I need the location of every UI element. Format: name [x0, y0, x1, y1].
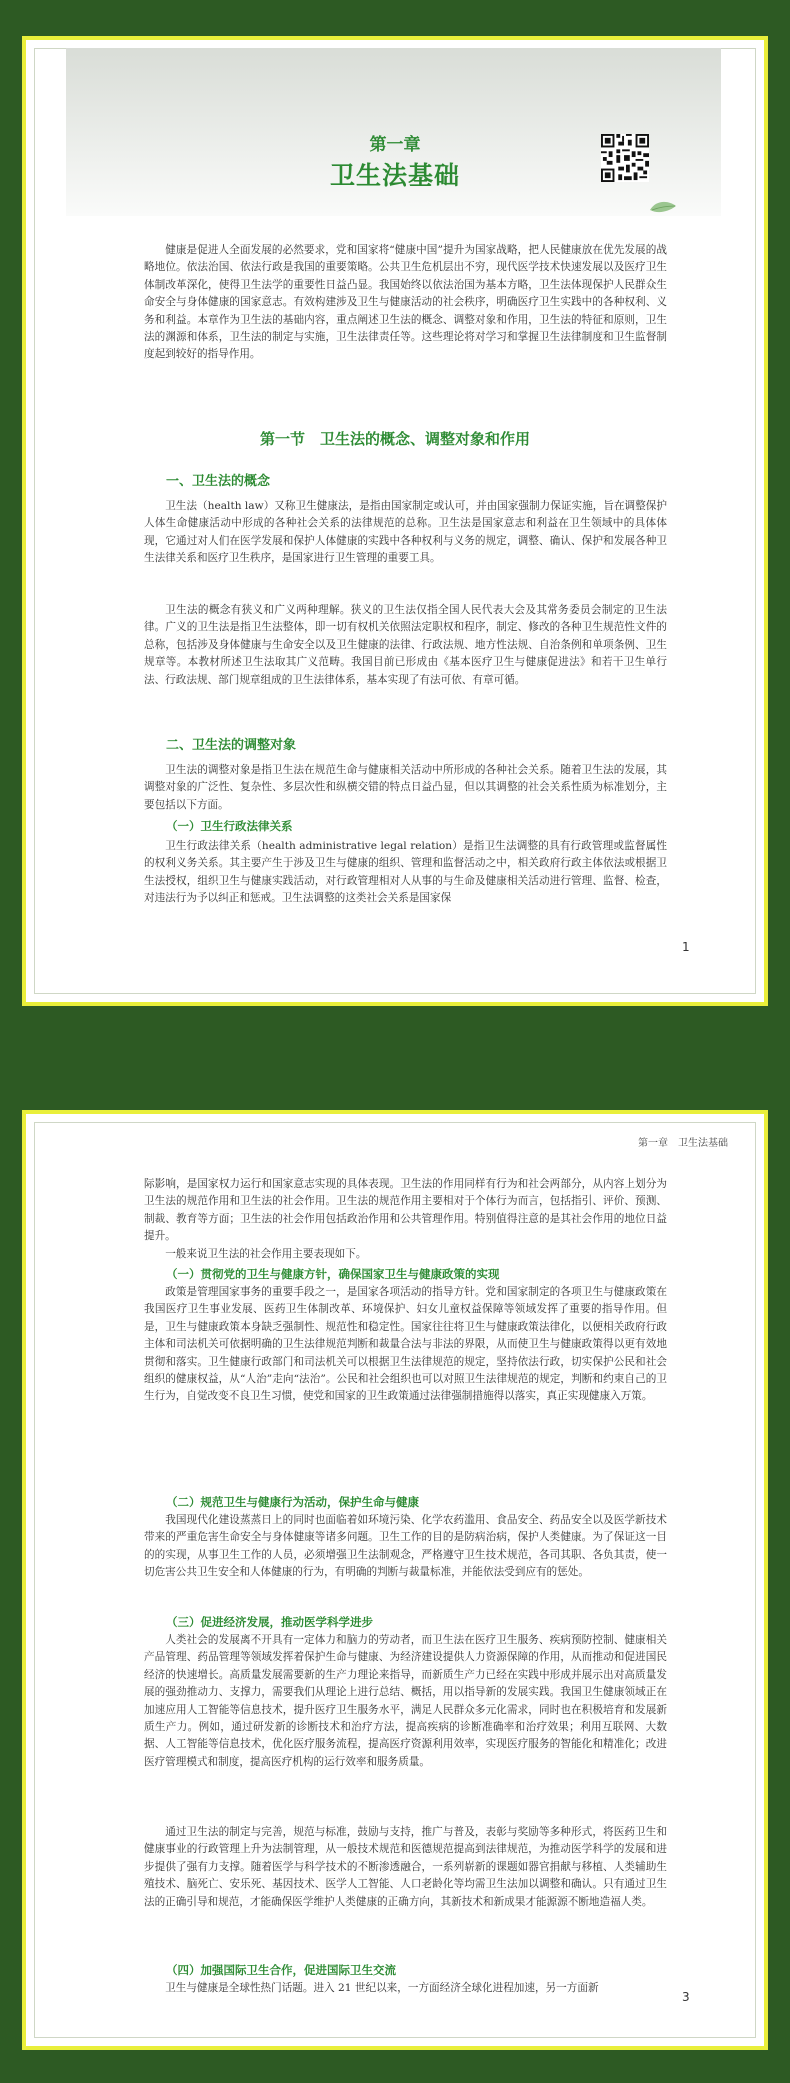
heading-concept: 一、卫生法的概念 [166, 474, 271, 489]
page-3 [22, 1110, 768, 2050]
paragraph-international: 卫生与健康是全球性热门话题。进入 21 世纪以来，一方面经济全球化进程加速，另一方面新 [165, 1982, 599, 1994]
heading-international: （四）加强国际卫生合作，促进国际卫生交流 [166, 1963, 396, 1977]
section-title: 第一节 卫生法的概念、调整对象和作用 [259, 430, 530, 448]
chapter-title: 卫生法基础 [329, 161, 460, 190]
heading-behavior: （二）规范卫生与健康行为活动，保护生命与健康 [166, 1495, 419, 1509]
paragraph-continued: 际影响，是国家权力运行和国家意志实现的具体表现。卫生法的作用同样有行为和社会两部分，从内容上划分为卫生法的规范作用和卫生法的社会作用。卫生法的规范作用主要相对于个体行为而言，包括指引、评价、预测、制裁、教育等方面；卫生法的社会作用包括政治作用和公共管理作用。特别值得注意的是其社会作用的地位日益提升。 [144, 1178, 667, 1243]
heading-adjust-object: 二、卫生法的调整对象 [166, 738, 297, 753]
paragraph-admin-relation: 卫生行政法律关系（health administrative legal relation）是指卫生法调整的具有行政管理或监督属性的权利义务关系。其主要产生于涉及卫生与健康的组织、管理和监督活动之中，相关政府行政主体依法或根据卫生法授权，组织卫生与健康实践活动，对行政管理相对人从事的与生命及健康相关活动进行管理、监督、检查，对违法行为予以纠正和惩戒。卫生法调整的这类社会关系是国家保 [144, 840, 667, 905]
paragraph-economy-1: 人类社会的发展离不开具有一定体力和脑力的劳动者，而卫生法在医疗卫生服务、疾病预防控制、健康相关产品管理、药品管理等领域发挥着保护生命与健康、为经济建设提供人力资源保障的作用，从而推动和促进国民经济的快速增长。高质量发展需要新的生产力理论来指导，而新质生产力已经在实践中形成并展示出对高质量发展的强劲推动力、支撑力，需要我们从理论上进行总结、概括，用以指导新的发展实践。我国卫生健康领域正在加速应用人工智能等信息技术，提升医疗卫生服务水平，满足人民群众多元化需求，同时也在积极培育和发展新质生产力。例如，通过研发新的诊断技术和治疗方法，提高疾病的诊断准确率和治疗效果；利用互联网、大数据、人工智能等信息技术，优化医疗服务流程，提高医疗资源利用效率，实现医疗服务的智能化和精准化；改进医疗管理模式和制度，提高医疗机构的运行效率和服务质量。 [144, 1634, 667, 1768]
leaf-decoration-icon [648, 198, 678, 220]
qr-code-icon[interactable] [601, 134, 649, 182]
heading-policy: （一）贯彻党的卫生与健康方针，确保国家卫生与健康政策的实现 [166, 1267, 500, 1281]
running-header: 第一章 卫生法基础 [638, 1138, 728, 1149]
paragraph-list-intro: 一般来说卫生法的社会作用主要表现如下。 [165, 1248, 367, 1260]
page-number: 3 [682, 1990, 690, 2004]
paragraph-policy: 政策是管理国家事务的重要手段之一，是国家各项活动的指导方针。党和国家制定的各项卫生与健康政策在我国医疗卫生事业发展、医药卫生体制改革、环境保护、妇女儿童权益保障等领域发挥了重要的指导作用。但是，卫生与健康政策本身缺乏强制性、规范性和稳定性。国家往往将卫生与健康政策法律化，以便相关政府行政主体和司法机关可依据明确的卫生法律规范判断和裁量合法与非法的界限，从而使卫生与健康政策得以更有效地贯彻和落实。卫生健康行政部门和司法机关可以根据卫生法律规范的规定，坚持依法行政，切实保护公民和社会组织的健康权益，从“人治”走向“法治”。公民和社会组织也可以对照卫生法律规范的规定，判断和约束自己的卫生行为，自觉改变不良卫生习惯，使党和国家的卫生政策通过法律强制措施得以落实，真正实现健康入万策。 [144, 1286, 667, 1403]
chapter-label: 第一章 [369, 135, 421, 155]
paragraph-concept-2: 卫生法的概念有狭义和广义两种理解。狭义的卫生法仅指全国人民代表大会及其常务委员会制定的卫生法律。广义的卫生法是指卫生法整体，即一切有权机关依照法定职权和程序，制定、修改的各种卫生规范性文件的总称，包括涉及身体健康与生命安全以及卫生健康的法律、行政法规、地方性法规、自治条例和单项条例、卫生规章等。本教材所述卫生法取其广义范畴。我国目前已形成由《基本医疗卫生与健康促进法》和若干卫生单行法、行政法规、部门规章组成的卫生法律体系，基本实现了有法可依、有章可循。 [144, 604, 667, 686]
chapter-intro: 健康是促进人全面发展的必然要求，党和国家将“健康中国”提升为国家战略，把人民健康放在优先发展的战略地位。依法治国、依法行政是我国的重要策略。公共卫生危机层出不穷，现代医学技术快速发展以及医疗卫生体制改革深化，使得卫生法学的重要性日益凸显。我国始终以依法治国为基本方略，卫生法体现保护人民群众生命安全与身体健康的国家意志。有效构建涉及卫生与健康活动的社会秩序，明确医疗卫生实践中的各种权利、义务和利益。本章作为卫生法的基础内容，重点阐述卫生法的概念、调整对象和作用，卫生法的特征和原则，卫生法的渊源和体系，卫生法的制定与实施，卫生法律责任等。这些理论将对学习和掌握卫生法律制度和卫生监督制度起到较好的指导作用。 [144, 244, 667, 361]
paragraph-adjust-object: 卫生法的调整对象是指卫生法在规范生命与健康相关活动中所形成的各种社会关系。随着卫生法的发展，其调整对象的广泛性、复杂性、多层次性和纵横交错的特点日益凸显，但以其调整的社会关系性质为标准划分，主要包括以下方面。 [144, 764, 667, 811]
heading-economy: （三）促进经济发展，推动医学科学进步 [166, 1615, 373, 1629]
paragraph-economy-2: 通过卫生法的制定与完善，规范与标准，鼓励与支持，推广与普及，表彰与奖励等多种形式，将医药卫生和健康事业的行政管理上升为法制管理，从一般技术规范和医德规范提高到法律规范，为推动医学科学的发展和进步提供了强有力支撑。随着医学与科学技术的不断渗透融合，一系列崭新的课题如器官捐献与移植、人类辅助生殖技术、脑死亡、安乐死、基因技术、医学人工智能、人口老龄化等均需卫生法加以调整和确认。只有通过卫生法的正确引导和规范，才能确保医学维护人类健康的正确方向，其新技术和新成果才能源源不断地造福人类。 [144, 1826, 667, 1908]
paragraph-behavior: 我国现代化建设蒸蒸日上的同时也面临着如环境污染、化学农药滥用、食品安全、药品安全以及医学新技术带来的严重危害生命安全与身体健康等诸多问题。卫生工作的目的是防病治病，保护人类健康。为了保证这一目的的实现，从事卫生工作的人员，必须增强卫生法制观念，严格遵守卫生技术规范，各司其职、各负其责，使一切危害公共卫生安全和人体健康的行为，有明确的判断与裁量标准，并能依法受到应有的惩处。 [144, 1514, 667, 1579]
heading-admin-relation: （一）卫生行政法律关系 [166, 819, 293, 833]
paragraph-concept-1: 卫生法（health law）又称卫生健康法，是指由国家制定或认可，并由国家强制力保证实施，旨在调整保护人体生命健康活动中形成的各种社会关系的法律规范的总称。卫生法是国家意志和利益在卫生领域中的具体体现，它通过对人们在医学发展和保护人体健康的实践中各种权利与义务的规定，调整、确认、保护和发展各种卫生法律关系和医疗卫生秩序，是国家进行卫生管理的重要工具。 [144, 500, 667, 565]
page-number: 1 [682, 940, 690, 954]
page-1 [22, 36, 768, 1006]
